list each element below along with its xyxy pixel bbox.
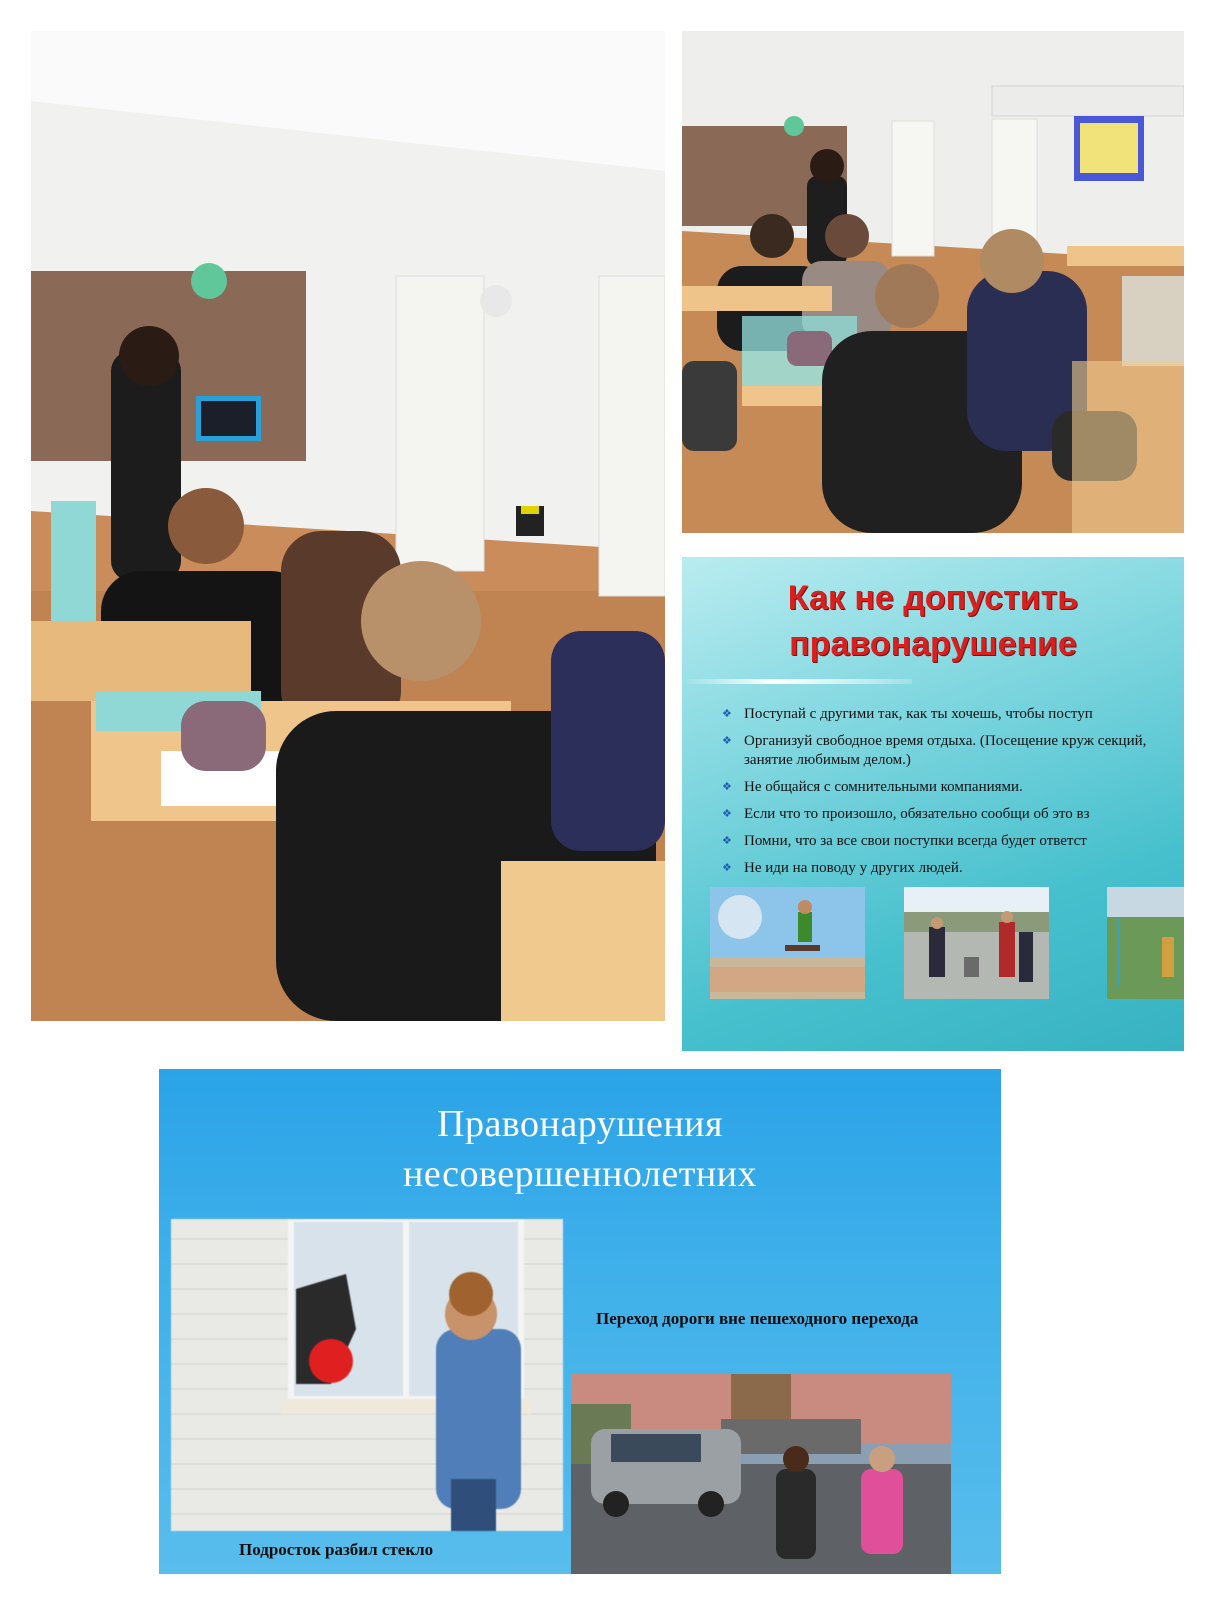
bullet-item: ❖ Не общайся с сомнительными компаниями.	[722, 778, 1184, 797]
classroom-photo-students	[682, 31, 1184, 533]
road-crossing-photo	[571, 1374, 951, 1574]
bullet-item: ❖ Не иди на поводу у других людей.	[722, 859, 1184, 878]
bullet-item: ❖ Поступай с другими так, как ты хочешь, чтобы поступ	[722, 705, 1184, 724]
broken-window-photo	[171, 1219, 563, 1531]
slide1-bullet-list	[722, 705, 1184, 886]
slide1-title: Как не допустить правонарушение	[787, 579, 1079, 663]
bullet-item: ❖ Организуй свободное время отдыха. (Посещение круж секций, занятие любимым делом.)	[722, 732, 1184, 770]
bullet-item: ❖ Если что то произошло, обязательно сообщи об это вз	[722, 805, 1184, 824]
slide-juvenile-offenses	[159, 1069, 1001, 1574]
thumb-skateboard-jump	[710, 887, 865, 999]
caption-broken-glass: Подросток разбил стекло	[239, 1540, 434, 1559]
classroom-photo-teacher	[31, 31, 665, 1021]
slide-prevention	[682, 557, 1184, 1051]
slide2-title: Правонарушения несовершеннолетних	[402, 1103, 757, 1195]
thumb-community-work	[904, 887, 1049, 999]
slide1-rule	[682, 679, 912, 684]
thumb-sports-field	[1107, 887, 1184, 999]
bullet-item: ❖ Помни, что за все свои поступки всегда будет ответст	[722, 832, 1184, 851]
caption-road-crossing: Переход дороги вне пешеходного перехода	[596, 1309, 919, 1328]
